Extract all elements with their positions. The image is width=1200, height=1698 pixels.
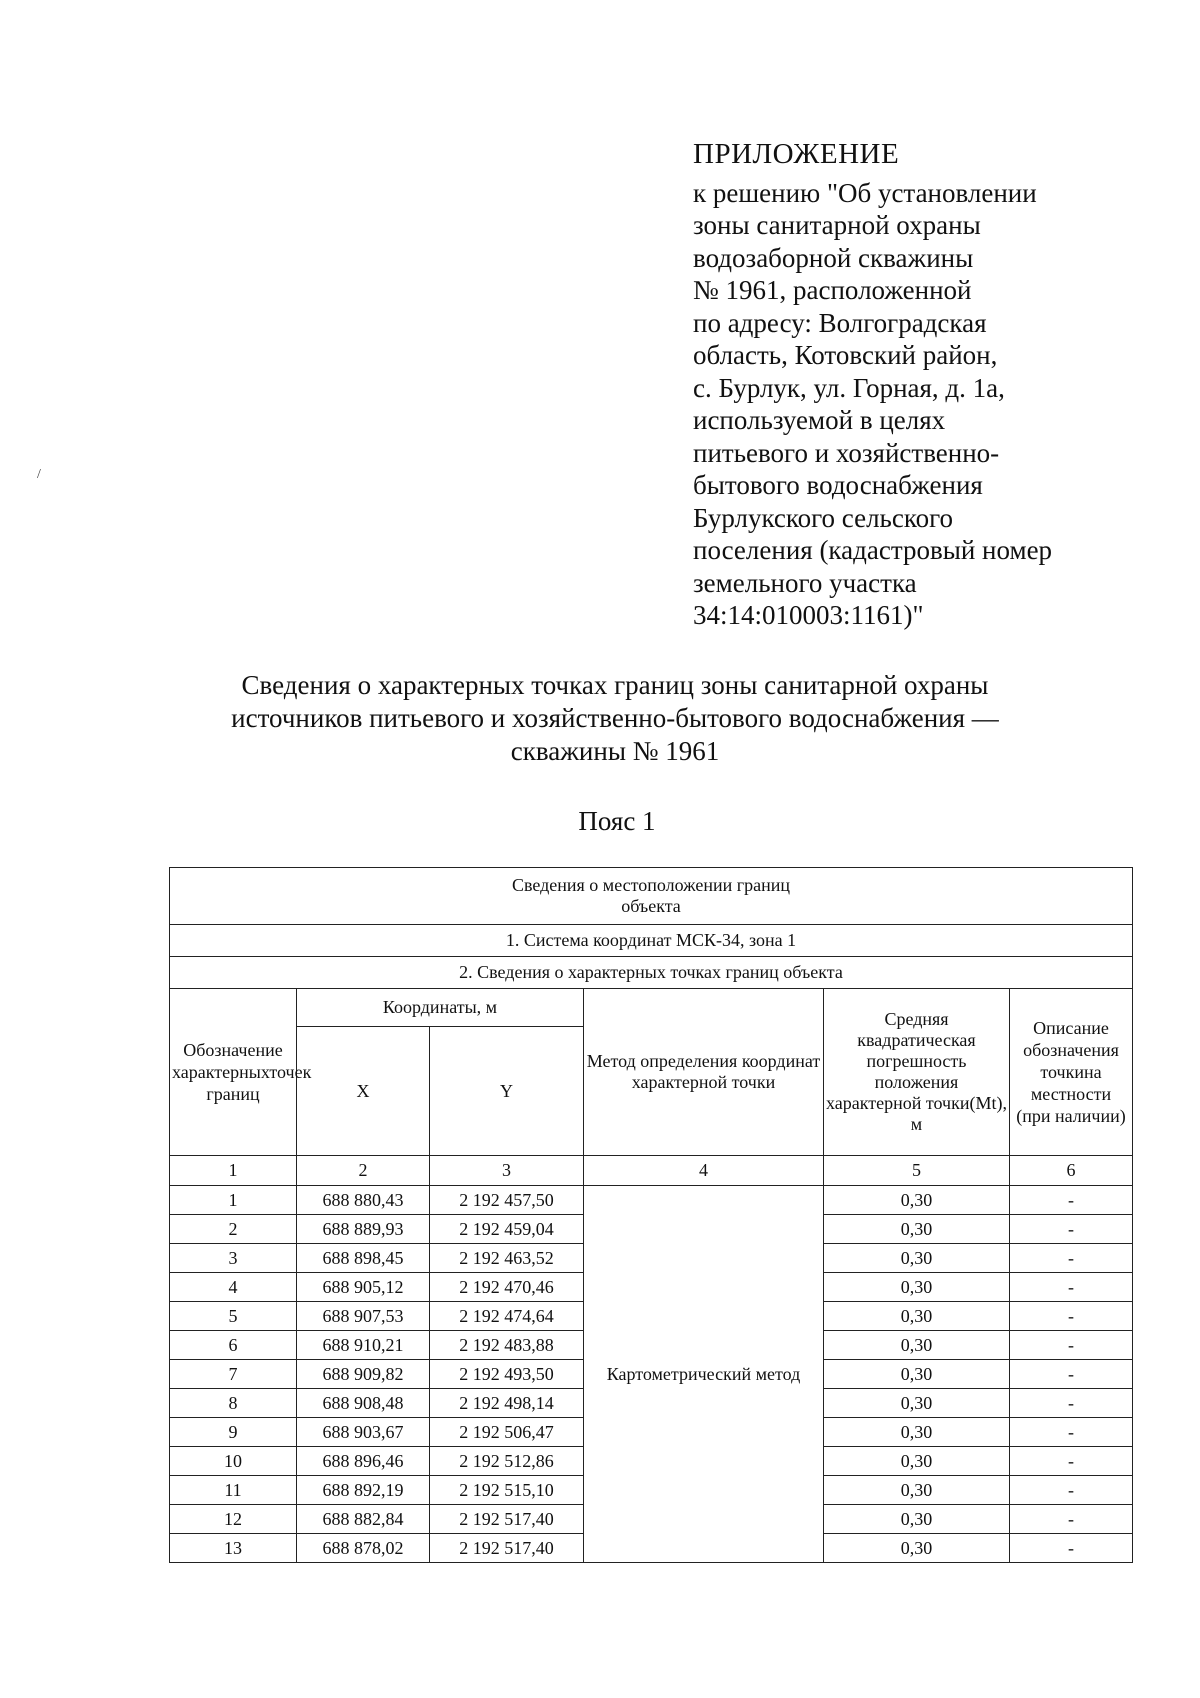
table-banner-row — [170, 868, 1133, 925]
appendix-line: Бурлукского сельского — [693, 502, 953, 533]
point-number-cell: 6 — [170, 1331, 297, 1360]
appendix-line: по адресу: Волгоградская — [693, 307, 987, 338]
error-cell: 0,30 — [824, 1418, 1010, 1447]
error-cell: 0,30 — [824, 1505, 1010, 1534]
stray-mark: / — [37, 467, 41, 482]
x-coordinate-cell: 688 903,67 — [297, 1418, 430, 1447]
error-cell: 0,30 — [824, 1389, 1010, 1418]
appendix-line: с. Бурлук, ул. Горная, д. 1а, — [693, 372, 1005, 403]
column-header-row — [170, 989, 1133, 1027]
table-banner-text: Сведения о местоположении границ объекта — [511, 875, 791, 916]
column-number: 4 — [584, 1156, 824, 1186]
x-coordinate-cell: 688 880,43 — [297, 1186, 430, 1215]
appendix-line: 34:14:010003:1161)" — [693, 600, 924, 630]
points-header-row — [170, 957, 1133, 989]
description-cell: - — [1010, 1476, 1133, 1505]
point-number-cell: 10 — [170, 1447, 297, 1476]
col-coords-header: Координаты, м — [297, 989, 584, 1027]
point-number-cell: 8 — [170, 1389, 297, 1418]
document-title-line: источников питьевого и хозяйственно-бытового водоснабжения — — [231, 703, 999, 733]
x-coordinate-cell: 688 882,84 — [297, 1505, 430, 1534]
y-coordinate-cell: 2 192 457,50 — [430, 1186, 584, 1215]
x-coordinate-cell: 688 905,12 — [297, 1273, 430, 1302]
column-number: 3 — [430, 1156, 584, 1186]
y-coordinate-cell: 2 192 498,14 — [430, 1389, 584, 1418]
error-cell: 0,30 — [824, 1476, 1010, 1505]
y-coordinate-cell: 2 192 493,50 — [430, 1360, 584, 1389]
x-coordinate-cell: 688 892,19 — [297, 1476, 430, 1505]
point-number-cell: 4 — [170, 1273, 297, 1302]
column-numbers-row — [170, 1156, 1133, 1186]
appendix-line: к решению "Об установлении — [693, 177, 1037, 208]
error-cell: 0,30 — [824, 1273, 1010, 1302]
column-number: 5 — [824, 1156, 1010, 1186]
y-coordinate-cell: 2 192 470,46 — [430, 1273, 584, 1302]
x-coordinate-cell: 688 907,53 — [297, 1302, 430, 1331]
description-cell: - — [1010, 1534, 1133, 1563]
appendix-line: № 1961, расположенной — [693, 275, 972, 305]
description-cell: - — [1010, 1273, 1133, 1302]
appendix-line: бытового водоснабжения — [693, 470, 983, 500]
col-method-header: Метод определения координат характерной точки — [584, 989, 824, 1156]
point-number-cell: 5 — [170, 1302, 297, 1331]
table-banner — [170, 868, 1133, 925]
column-number: 2 — [297, 1156, 430, 1186]
x-coordinate-cell: 688 889,93 — [297, 1215, 430, 1244]
error-cell: 0,30 — [824, 1186, 1010, 1215]
belt-heading: Пояс 1 — [578, 806, 656, 836]
coord-system-row — [170, 925, 1133, 957]
appendix-line: земельного участка — [693, 567, 917, 598]
point-number-cell: 12 — [170, 1505, 297, 1534]
col-y-header: Y — [430, 1027, 584, 1156]
y-coordinate-cell: 2 192 512,86 — [430, 1447, 584, 1476]
appendix-block — [693, 138, 1153, 632]
x-coordinate-cell: 688 908,48 — [297, 1389, 430, 1418]
x-coordinate-cell: 688 878,02 — [297, 1534, 430, 1563]
error-cell: 0,30 — [824, 1360, 1010, 1389]
y-coordinate-cell: 2 192 463,52 — [430, 1244, 584, 1273]
appendix-line: питьевого и хозяйственно- — [693, 437, 1000, 468]
error-cell: 0,30 — [824, 1244, 1010, 1273]
y-coordinate-cell: 2 192 483,88 — [430, 1331, 584, 1360]
document-title-line: Сведения о характерных точках границ зоны санитарной охраны — [241, 670, 989, 700]
description-cell: - — [1010, 1360, 1133, 1389]
col-description-header: Описание обозначения точкина местности (при наличии) — [1010, 989, 1133, 1156]
description-cell: - — [1010, 1447, 1133, 1476]
point-number-cell: 1 — [170, 1186, 297, 1215]
points-table — [169, 867, 1133, 1563]
column-number: 6 — [1010, 1156, 1133, 1186]
boundary-table — [169, 867, 1132, 1563]
appendix-line: водозаборной скважины — [693, 242, 974, 273]
points-header: 2. Сведения о характерных точках границ объекта — [170, 957, 1133, 989]
error-cell: 0,30 — [824, 1534, 1010, 1563]
point-number-cell: 11 — [170, 1476, 297, 1505]
description-cell: - — [1010, 1331, 1133, 1360]
appendix-line: область, Котовский район, — [693, 340, 998, 370]
x-coordinate-cell: 688 898,45 — [297, 1244, 430, 1273]
description-cell: - — [1010, 1244, 1133, 1273]
col-error-header: Средняя квадратическая погрешность положения характерной точки(Mt), м — [824, 989, 1010, 1156]
y-coordinate-cell: 2 192 517,40 — [430, 1534, 584, 1563]
error-cell: 0,30 — [824, 1331, 1010, 1360]
document-title-line: скважины № 1961 — [510, 736, 720, 766]
col-x-header: X — [297, 1027, 430, 1156]
x-coordinate-cell: 688 909,82 — [297, 1360, 430, 1389]
point-number-cell: 9 — [170, 1418, 297, 1447]
point-number-cell: 2 — [170, 1215, 297, 1244]
description-cell: - — [1010, 1215, 1133, 1244]
appendix-title: ПРИЛОЖЕНИЕ — [693, 138, 900, 170]
point-number-cell: 3 — [170, 1244, 297, 1273]
x-coordinate-cell: 688 896,46 — [297, 1447, 430, 1476]
y-coordinate-cell: 2 192 517,40 — [430, 1505, 584, 1534]
description-cell: - — [1010, 1389, 1133, 1418]
y-coordinate-cell: 2 192 474,64 — [430, 1302, 584, 1331]
x-coordinate-cell: 688 910,21 — [297, 1331, 430, 1360]
y-coordinate-cell: 2 192 459,04 — [430, 1215, 584, 1244]
y-coordinate-cell: 2 192 506,47 — [430, 1418, 584, 1447]
point-number-cell: 13 — [170, 1534, 297, 1563]
document-title — [150, 669, 1080, 768]
error-cell: 0,30 — [824, 1215, 1010, 1244]
appendix-line: поселения (кадастровый номер — [693, 535, 1053, 565]
col-designation-header: Обозначение характерныхточек границ — [170, 989, 297, 1156]
error-cell: 0,30 — [824, 1302, 1010, 1331]
error-cell: 0,30 — [824, 1447, 1010, 1476]
y-coordinate-cell: 2 192 515,10 — [430, 1476, 584, 1505]
description-cell: - — [1010, 1418, 1133, 1447]
description-cell: - — [1010, 1505, 1133, 1534]
description-cell: - — [1010, 1186, 1133, 1215]
coord-system: 1. Система координат МСК-34, зона 1 — [170, 925, 1133, 957]
method-cell: Картометрический метод — [584, 1186, 824, 1563]
description-cell: - — [1010, 1302, 1133, 1331]
appendix-line: используемой в целях — [693, 405, 946, 435]
point-number-cell: 7 — [170, 1360, 297, 1389]
table-row — [170, 1186, 1133, 1215]
column-number: 1 — [170, 1156, 297, 1186]
appendix-line: зоны санитарной охраны — [693, 210, 981, 240]
